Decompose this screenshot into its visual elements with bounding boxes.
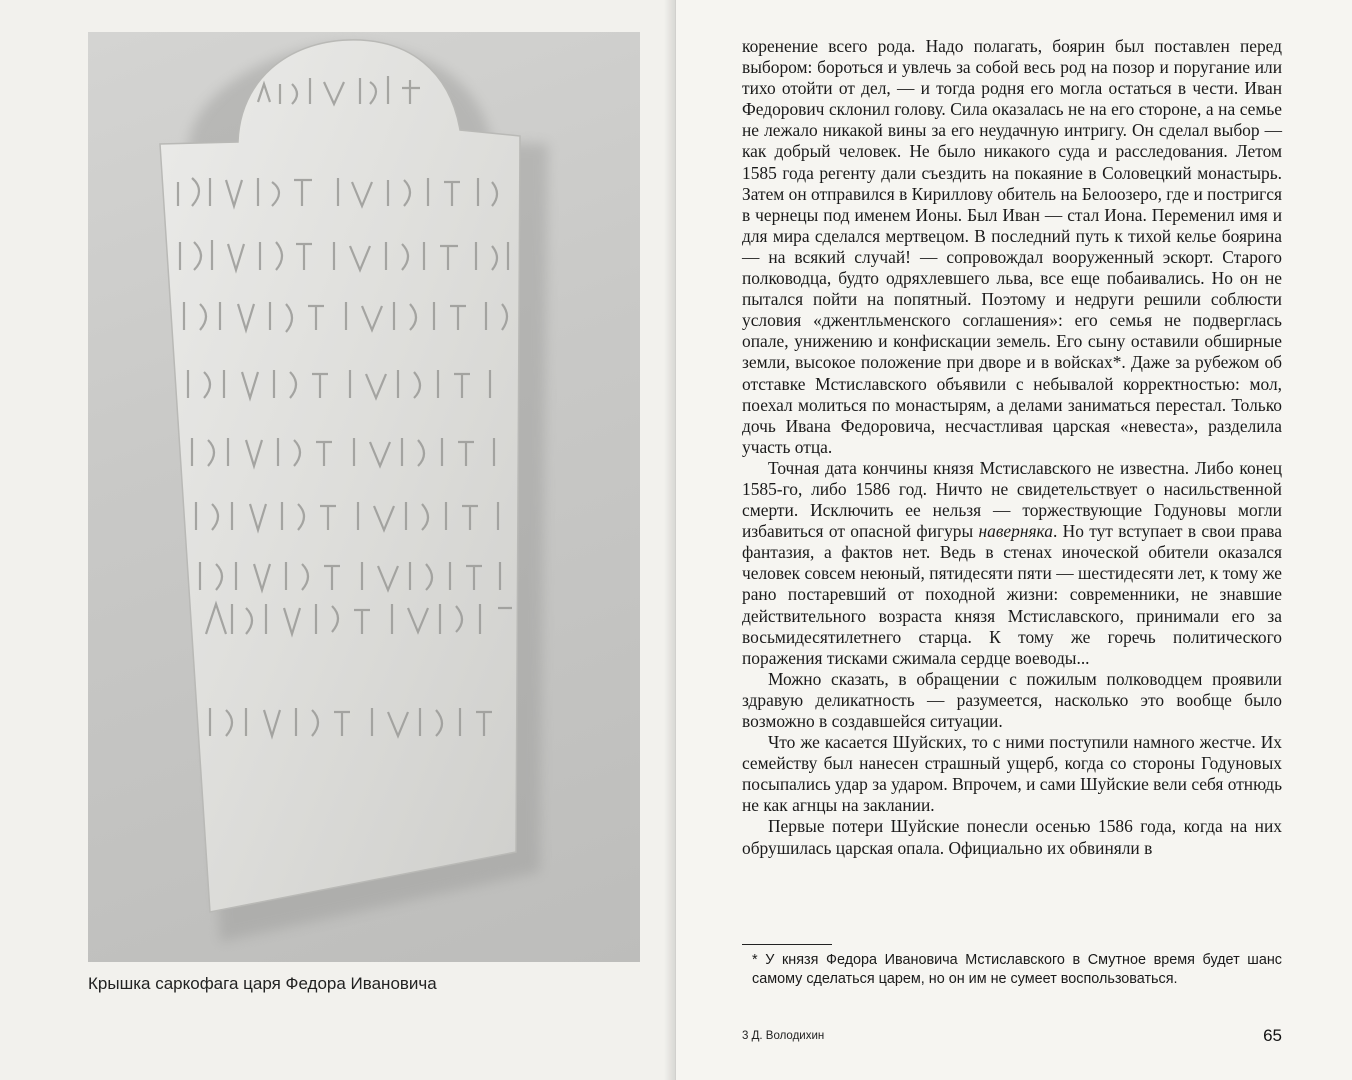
figure-caption: Крышка саркофага царя Федора Ивановича: [88, 974, 437, 993]
body-text: [742, 36, 1282, 859]
signature-mark: 3 Д. Володихин: [742, 1030, 825, 1042]
paragraph-2: [742, 458, 1282, 669]
paragraph-2-emphasis: наверняка: [978, 521, 1053, 542]
footnote-rule: [742, 944, 832, 945]
paragraph-4: Что же касается Шуйских, то с ними поступили намного жестче. Их семейству был нанесен страшный ущерб, когда со стороны Годуновых посыпались удар за ударом. Впрочем, и сами Шуйские вели себя отнюдь не как агнцы на заклании.: [742, 732, 1282, 816]
page-number: 65: [1263, 1026, 1282, 1045]
paragraph-3: Можно сказать, в обращении с пожилым полководцем проявили здравую деликатность — разумеется, насколько это вообще было возможно в создавшейся ситуации.: [742, 668, 1282, 731]
sarcophagus-lid-photo: [88, 32, 640, 962]
paragraph-1: коренение всего рода. Надо полагать, боярин был поставлен перед выбором: бороться и увлечь за собой весь род на позор и поругание или тихо отойти от дел, — и тогда родня его могла остаться в чести. Иван Федорович склонил голову. Сила оказалась не на его стороне, а на семье не лежало никакой вины за его неудачную интригу. Он сделал выбор — как добрый человек. Не было никакого суда и расследования. Летом 1585 года регенту дали съездить на покаяние в Соловецкий монастырь. Затем он отправился в Кириллову обитель на Белоозеро, где и постригся в чернецы под именем Ионы. Был Иван — стал Иона. Переменил имя и для мира сделался мертвецом. В последний путь к тихой келье боярина — на всякий случай! — сопровождал вооруженный эскорт. Старого полководца, будто одряхлевшего льва, все еще побаивались. Но он не пытался пойти на попятный. Поэтому и недруги решили соблюсти условия «джентльменского соглашения»: его семья не подверглась опале, унижению и конфискации земель. Его сыну оставили обширные земли, высокое положение при дворе и в войсках*. Даже за рубежом об отставке Мстиславского объявили с небывалой корректностью: мол, поехал молиться по монастырям, а делами заниматься перестал. Только дочь Ивана Федоровича, несчастливая царская «невеста», разделила участь отца.: [742, 36, 1282, 457]
paragraph-5: Первые потери Шуйские понесли осенью 1586 года, когда на них обрушилась царская опала. Официально их обвиняли в: [742, 816, 1282, 858]
sarcophagus-lid-image: [88, 32, 640, 962]
paragraph-2-part-2: . Но тут вступает в свои права фантазия, а фактов нет. Ведь в стенах иноческой обители оказался человек совсем неюный, пятидесяти пяти — шестидесяти лет, к тому же рано постаревший от походной жизни: современники, не знавшие действительного возраста князя Мстиславского, принимали его за восьмидесятилетнего старца. К тому же горечь политического поражения тисками сжимала сердце воеводы...: [742, 521, 1282, 668]
paragraph-2-part-1: Точная дата кончины князя Мстиславского не известна. Либо конец 1585-го, либо 1586 год. Ничто не свидетельствует о насильственной смерти. Исключить ее нельзя — торжествующие Годуновы могли избавиться от опасной фигуры: [742, 457, 1282, 542]
footnote-text: * У князя Федора Ивановича Мстиславского в Смутное время будет шанс самому сделаться царем, но он им не сумеет воспользоваться.: [752, 952, 1282, 987]
footnote: [742, 951, 1282, 989]
